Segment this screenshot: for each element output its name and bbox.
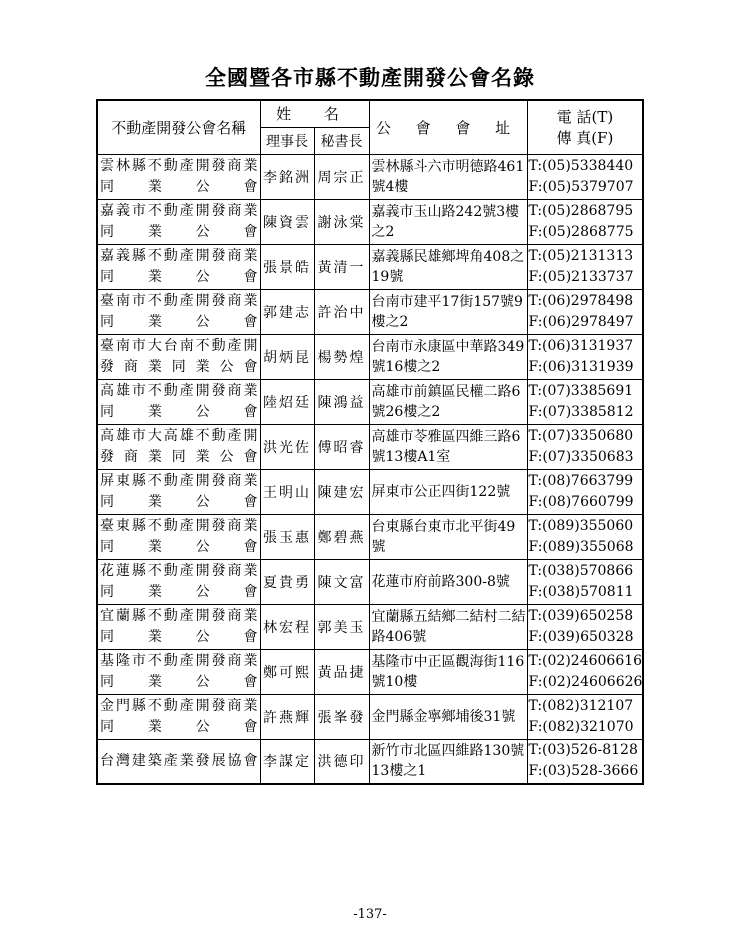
telephone-number: T:(06)3131937 <box>528 337 634 354</box>
contact-numbers <box>527 424 643 469</box>
association-name-char: 業 <box>147 538 162 555</box>
association-name-char: 公 <box>195 583 210 600</box>
association-name-char: 會 <box>243 403 258 420</box>
telephone-number: T:(07)3385691 <box>528 382 634 399</box>
association-name <box>97 334 260 379</box>
association-name-char: 業 <box>147 313 162 330</box>
association-name-char: 同 <box>100 223 114 240</box>
association-name-line1: 臺東縣不動產開發商業 <box>100 517 258 534</box>
association-name-char: 公 <box>195 268 210 285</box>
secretary-name: 陳建宏 <box>314 469 369 514</box>
association-name-char: 業 <box>147 223 162 240</box>
header-row <box>97 100 643 127</box>
chairman-name: 張景皓 <box>260 244 314 289</box>
association-name-char: 同 <box>100 538 114 555</box>
association-name-line2 <box>100 447 260 468</box>
fax-number: F:(05)2868775 <box>528 223 634 240</box>
association-name-line1: 臺南市不動產開發商業 <box>100 292 258 309</box>
contact-numbers <box>527 244 643 289</box>
contact-numbers <box>527 154 643 199</box>
association-name-char: 商 <box>123 448 138 465</box>
fax-number: F:(05)5379707 <box>528 178 634 195</box>
header-contact <box>527 100 643 154</box>
association-name <box>97 694 260 739</box>
fax-number: F:(038)570811 <box>528 583 634 600</box>
chairman-name: 李謀定 <box>260 739 314 784</box>
association-address: 嘉義市玉山路242號3樓之2 <box>369 199 527 244</box>
association-address: 宜蘭縣五結鄉二結村二結路406號 <box>369 604 527 649</box>
association-name-char: 公 <box>195 223 210 240</box>
chairman-name: 林宏程 <box>260 604 314 649</box>
association-address: 基隆市中正區觀海街116號10樓 <box>369 649 527 694</box>
association-name-line2 <box>100 717 260 738</box>
association-row <box>97 604 643 649</box>
association-name-char: 業 <box>147 448 162 465</box>
association-row <box>97 739 643 784</box>
association-name-char: 公 <box>219 448 234 465</box>
contact-numbers <box>527 739 643 784</box>
header-name: 姓 名 <box>260 100 369 127</box>
association-name-char: 會 <box>243 268 258 285</box>
association-name-char: 公 <box>195 313 210 330</box>
header-address: 公 會 會 址 <box>369 100 527 154</box>
association-name-char: 同 <box>100 493 114 510</box>
association-name <box>97 604 260 649</box>
association-name-char: 公 <box>195 673 210 690</box>
association-name-line1: 台灣建築產業發展協會 <box>100 752 258 769</box>
secretary-name: 鄭碧燕 <box>314 514 369 559</box>
chairman-name: 胡炳昆 <box>260 334 314 379</box>
association-name-char: 業 <box>147 673 162 690</box>
association-name-char: 公 <box>195 718 210 735</box>
association-name-char: 公 <box>195 178 210 195</box>
association-row <box>97 244 643 289</box>
secretary-name: 陳文富 <box>314 559 369 604</box>
association-name <box>97 469 260 514</box>
association-address: 雲林縣斗六市明德路461號4樓 <box>369 154 527 199</box>
association-name <box>97 379 260 424</box>
association-name-char: 會 <box>243 448 258 465</box>
header-secretary: 秘書長 <box>314 127 369 154</box>
association-name-char: 同 <box>171 358 186 375</box>
header-tel: 電 話(T) <box>556 108 614 127</box>
secretary-name: 陳鴻益 <box>314 379 369 424</box>
association-address: 台南市建平17街157號9樓之2 <box>369 289 527 334</box>
association-name-char: 業 <box>147 493 162 510</box>
association-name-line1: 基隆市不動產開發商業 <box>100 652 258 669</box>
association-row <box>97 559 643 604</box>
telephone-number: T:(082)312107 <box>528 697 634 714</box>
chairman-name: 許燕輝 <box>260 694 314 739</box>
contact-numbers <box>527 514 643 559</box>
association-address: 高雄市前鎮區民權二路6號26樓之2 <box>369 379 527 424</box>
secretary-name: 黃品捷 <box>314 649 369 694</box>
telephone-number: T:(03)526-8128 <box>528 742 638 759</box>
fax-number: F:(06)2978497 <box>528 313 634 330</box>
association-directory-table <box>96 99 644 785</box>
telephone-number: T:(05)5338440 <box>528 157 634 174</box>
association-name-char: 公 <box>195 403 210 420</box>
telephone-number: T:(05)2131313 <box>528 247 634 264</box>
secretary-name: 郭美玉 <box>314 604 369 649</box>
chairman-name: 夏貴勇 <box>260 559 314 604</box>
contact-numbers <box>527 334 643 379</box>
association-name <box>97 199 260 244</box>
chairman-name: 陸炤廷 <box>260 379 314 424</box>
secretary-name: 張峯發 <box>314 694 369 739</box>
association-address: 台南市永康區中華路349號16樓之2 <box>369 334 527 379</box>
association-name-char: 業 <box>147 718 162 735</box>
association-name-line1: 屏東縣不動產開發商業 <box>100 472 258 489</box>
fax-number: F:(02)24606626 <box>528 673 643 690</box>
association-name-char: 同 <box>100 268 114 285</box>
page-title: 全國暨各市縣不動產開發公會名錄 <box>205 65 535 90</box>
contact-numbers <box>527 379 643 424</box>
association-row <box>97 154 643 199</box>
association-name <box>97 559 260 604</box>
secretary-name: 楊勢煌 <box>314 334 369 379</box>
fax-number: F:(07)3350683 <box>528 448 634 465</box>
secretary-name: 洪德印 <box>314 739 369 784</box>
telephone-number: T:(07)3350680 <box>528 427 634 444</box>
fax-number: F:(06)3131939 <box>528 358 634 375</box>
chairman-name: 張玉惠 <box>260 514 314 559</box>
association-name-char: 會 <box>243 583 258 600</box>
contact-numbers <box>527 649 643 694</box>
page-number: -137- <box>353 907 387 922</box>
association-row <box>97 424 643 469</box>
association-name-line2 <box>100 402 260 423</box>
association-name-line1: 宜蘭縣不動產開發商業 <box>100 607 258 624</box>
association-name-char: 業 <box>147 358 162 375</box>
telephone-number: T:(06)2978498 <box>528 292 634 309</box>
association-row <box>97 469 643 514</box>
header-association-name: 不動產開發公會名稱 <box>97 100 260 154</box>
secretary-name: 傅昭睿 <box>314 424 369 469</box>
association-row <box>97 649 643 694</box>
association-name <box>97 289 260 334</box>
association-address: 高雄市苓雅區四維三路6號13樓A1室 <box>369 424 527 469</box>
association-name-char: 同 <box>100 583 114 600</box>
association-name-char: 會 <box>243 358 258 375</box>
fax-number: F:(08)7660799 <box>528 493 634 510</box>
association-name-line2 <box>100 357 260 378</box>
association-name-line1: 金門縣不動產開發商業 <box>100 697 258 714</box>
association-name-char: 業 <box>195 448 210 465</box>
telephone-number: T:(038)570866 <box>528 562 634 579</box>
fax-number: F:(039)650328 <box>528 628 634 645</box>
association-name <box>97 514 260 559</box>
association-name <box>97 154 260 199</box>
association-address: 台東縣台東市北平街49號 <box>369 514 527 559</box>
association-name-char: 會 <box>243 718 258 735</box>
association-name-line1: 花蓮縣不動產開發商業 <box>100 562 258 579</box>
association-name-char: 同 <box>100 628 114 645</box>
association-name-char: 會 <box>243 538 258 555</box>
association-address: 花蓮市府前路300-8號 <box>369 559 527 604</box>
fax-number: F:(07)3385812 <box>528 403 634 420</box>
association-name <box>97 244 260 289</box>
association-address: 金門縣金寧鄉埔後31號 <box>369 694 527 739</box>
chairman-name: 李銘洲 <box>260 154 314 199</box>
association-name-line2 <box>100 582 260 603</box>
fax-number: F:(089)355068 <box>528 538 634 555</box>
association-name-line2 <box>100 267 260 288</box>
association-address: 嘉義縣民雄鄉埤角408之19號 <box>369 244 527 289</box>
association-name-char: 業 <box>147 268 162 285</box>
contact-numbers <box>527 559 643 604</box>
telephone-number: T:(05)2868795 <box>528 202 634 219</box>
contact-numbers <box>527 469 643 514</box>
association-name-char: 業 <box>147 403 162 420</box>
association-address: 新竹市北區四維路130號13樓之1 <box>369 739 527 784</box>
association-row <box>97 514 643 559</box>
association-row <box>97 694 643 739</box>
chairman-name: 洪光佐 <box>260 424 314 469</box>
association-name-line2 <box>100 627 260 648</box>
association-name-char: 業 <box>147 628 162 645</box>
association-name-char: 業 <box>195 358 210 375</box>
fax-number: F:(03)528-3666 <box>528 763 639 780</box>
association-name <box>97 739 260 784</box>
chairman-name: 郭建志 <box>260 289 314 334</box>
association-row <box>97 379 643 424</box>
association-name <box>97 424 260 469</box>
association-name-char: 會 <box>243 628 258 645</box>
association-name-line2 <box>100 177 260 198</box>
telephone-number: T:(089)355060 <box>528 517 634 534</box>
association-name-char: 會 <box>243 493 258 510</box>
association-name-line2 <box>100 672 260 693</box>
association-row <box>97 199 643 244</box>
association-name-line1: 嘉義縣不動產開發商業 <box>100 247 258 264</box>
contact-numbers <box>527 199 643 244</box>
contact-numbers <box>527 694 643 739</box>
association-name-char: 發 <box>100 448 114 465</box>
secretary-name: 周宗正 <box>314 154 369 199</box>
contact-numbers <box>527 289 643 334</box>
telephone-number: T:(02)24606616 <box>528 652 643 669</box>
association-name-line1: 高雄市不動產開發商業 <box>100 382 258 399</box>
association-name-char: 公 <box>195 538 210 555</box>
telephone-number: T:(08)7663799 <box>528 472 634 489</box>
chairman-name: 陳資雲 <box>260 199 314 244</box>
association-name-char: 公 <box>195 493 210 510</box>
association-address: 屏東市公正四街122號 <box>369 469 527 514</box>
association-name-char: 同 <box>100 718 114 735</box>
fax-number: F:(082)321070 <box>528 718 634 735</box>
association-name-char: 公 <box>195 628 210 645</box>
chairman-name: 鄭可熙 <box>260 649 314 694</box>
association-name-line1: 臺南市大台南不動產開 <box>100 337 258 354</box>
header-chairman: 理事長 <box>260 127 314 154</box>
association-row <box>97 334 643 379</box>
association-name-char: 會 <box>243 178 258 195</box>
association-name-line2 <box>100 537 260 558</box>
association-name <box>97 649 260 694</box>
association-name-char: 公 <box>219 358 234 375</box>
association-name-char: 發 <box>100 358 114 375</box>
association-name-line1: 高雄市大高雄不動產開 <box>100 427 258 444</box>
association-name-line2 <box>100 312 260 333</box>
association-name-char: 會 <box>243 313 258 330</box>
association-name-line2 <box>100 492 260 513</box>
secretary-name: 黃清一 <box>314 244 369 289</box>
association-name-line1: 雲林縣不動產開發商業 <box>100 157 258 174</box>
header-fax: 傳 真(F) <box>556 129 614 148</box>
association-name-line2 <box>100 222 260 243</box>
secretary-name: 許治中 <box>314 289 369 334</box>
association-name-char: 同 <box>100 313 114 330</box>
association-name-char: 同 <box>100 673 114 690</box>
telephone-number: T:(039)650258 <box>528 607 634 624</box>
association-name-char: 會 <box>243 673 258 690</box>
association-name-char: 同 <box>100 403 114 420</box>
association-name-char: 會 <box>243 223 258 240</box>
fax-number: F:(05)2133737 <box>528 268 634 285</box>
association-name-char: 同 <box>100 178 114 195</box>
association-name-char: 業 <box>147 178 162 195</box>
association-name-char: 商 <box>123 358 138 375</box>
association-name-line1: 嘉義市不動產開發商業 <box>100 202 258 219</box>
association-name-char: 同 <box>171 448 186 465</box>
secretary-name: 謝泳棠 <box>314 199 369 244</box>
contact-numbers <box>527 604 643 649</box>
association-row <box>97 289 643 334</box>
association-name-char: 業 <box>147 583 162 600</box>
chairman-name: 王明山 <box>260 469 314 514</box>
